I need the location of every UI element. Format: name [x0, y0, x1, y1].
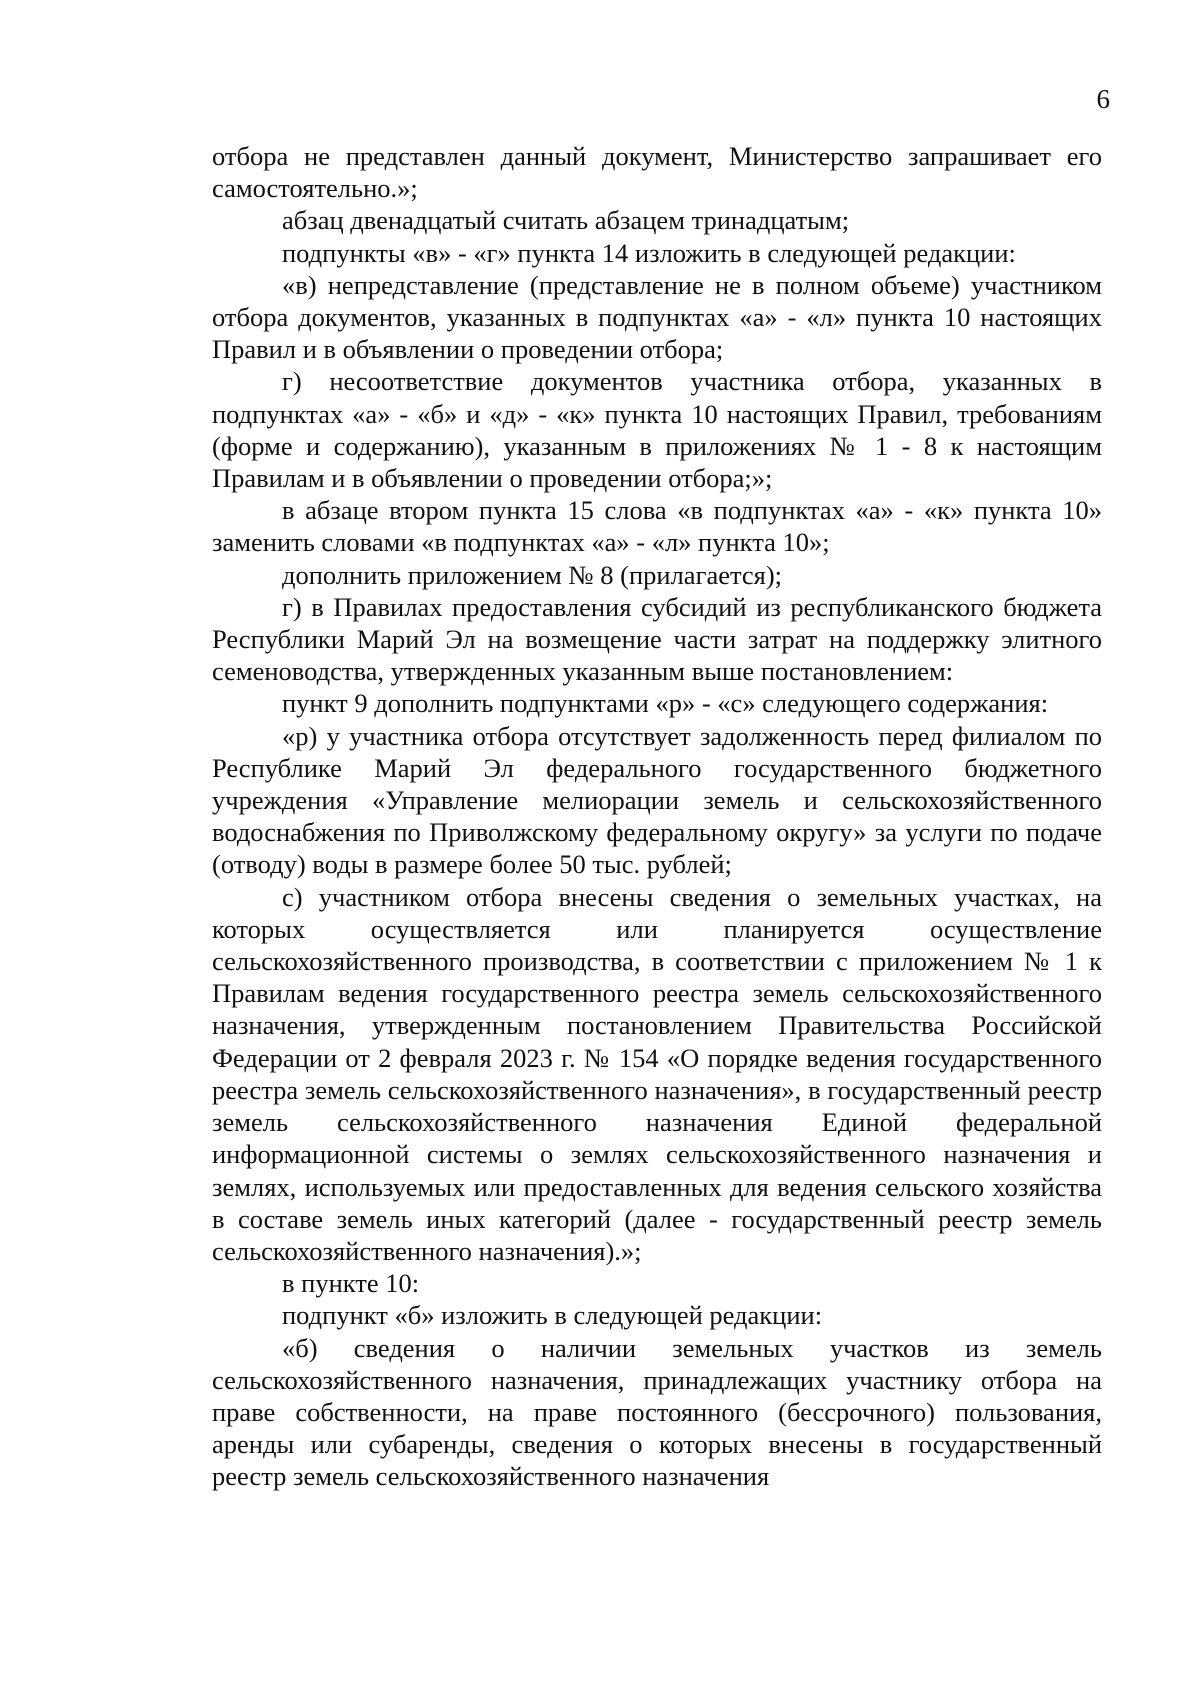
paragraph: отбора не представлен данный документ, Министерство запрашивает его самостоятельно.»; — [212, 141, 1102, 204]
paragraph: с) участником отбора внесены сведения о земельных участках, на которых осуществляется или планируется осуществление сельскохозяйственного производства, в соответствии с приложением № 1 к Правилам ведения государственного реестра земель сельскохозяйственного назначения, утвержденным постановлением Правительства Российской Федерации от 2 февраля 2023 г. № 154 «О порядке ведения государственного реестра земель сельскохозяйственного назначения», в государственный реестр земель сельскохозяйственного назначения Единой федеральной информационной системы о землях сельскохозяйственного назначения и землях, используемых или предоставленных для ведения сельского хозяйства в составе земель иных категорий (далее - государственный реестр земель сельскохозяйственного назначения).»; — [212, 881, 1102, 1266]
page-number: 6 — [1096, 84, 1110, 114]
paragraph: «р) у участника отбора отсутствует задолженность перед филиалом по Республике Марий Эл федерального государственного бюджетного учреждения «Управление мелиорации земель и сельскохозяйственного водоснабжения по Приволжскому федеральному округу» за услуги по подаче (отводу) воды в размере более 50 тыс. рублей; — [212, 720, 1102, 880]
paragraph: «б) сведения о наличии земельных участков из земель сельскохозяйственного назначения, принадлежащих участнику отбора на праве собственности, на праве постоянного (бессрочного) пользования, аренды или субаренды, сведения о которых внесены в государственный реестр земель сельскохозяйственного назначения — [212, 1332, 1102, 1492]
paragraph: дополнить приложением № 8 (прилагается); — [282, 559, 783, 590]
paragraph: г) в Правилах предоставления субсидий из республиканского бюджета Республики Марий Эл на возмещение части затрат на поддержку элитного семеноводства, утвержденных указанным выше постановлением: — [212, 591, 1102, 687]
paragraph: абзац двенадцатый считать абзацем тринадцатым; — [282, 205, 850, 236]
paragraph: в пункте 10: — [282, 1268, 420, 1299]
paragraph: «в) непредставление (представление не в полном объеме) участником отбора документов, указанных в подпунктах «а» - «л» пункта 10 настоящих Правил и в объявлении о проведении отбора; — [212, 269, 1102, 365]
paragraph: пункт 9 дополнить подпунктами «р» - «с» следующего содержания: — [282, 688, 1049, 719]
paragraph: г) несоответствие документов участника отбора, указанных в подпунктах «а» - «б» и «д» - «к» пункта 10 настоящих Правил, требованиям (форме и содержанию), указанным в приложениях № 1 - 8 к настоящим Правилам и в объявлении о проведении отбора;»; — [212, 366, 1102, 494]
paragraph: подпункт «б» изложить в следующей редакции: — [282, 1300, 823, 1331]
document-body — [212, 140, 1102, 1493]
paragraph: в абзаце втором пункта 15 слова «в подпунктах «а» - «к» пункта 10» заменить словами «в подпунктах «а» - «л» пункта 10»; — [212, 495, 1102, 558]
paragraph: подпункты «в» - «г» пункта 14 изложить в следующей редакции: — [282, 237, 1016, 268]
